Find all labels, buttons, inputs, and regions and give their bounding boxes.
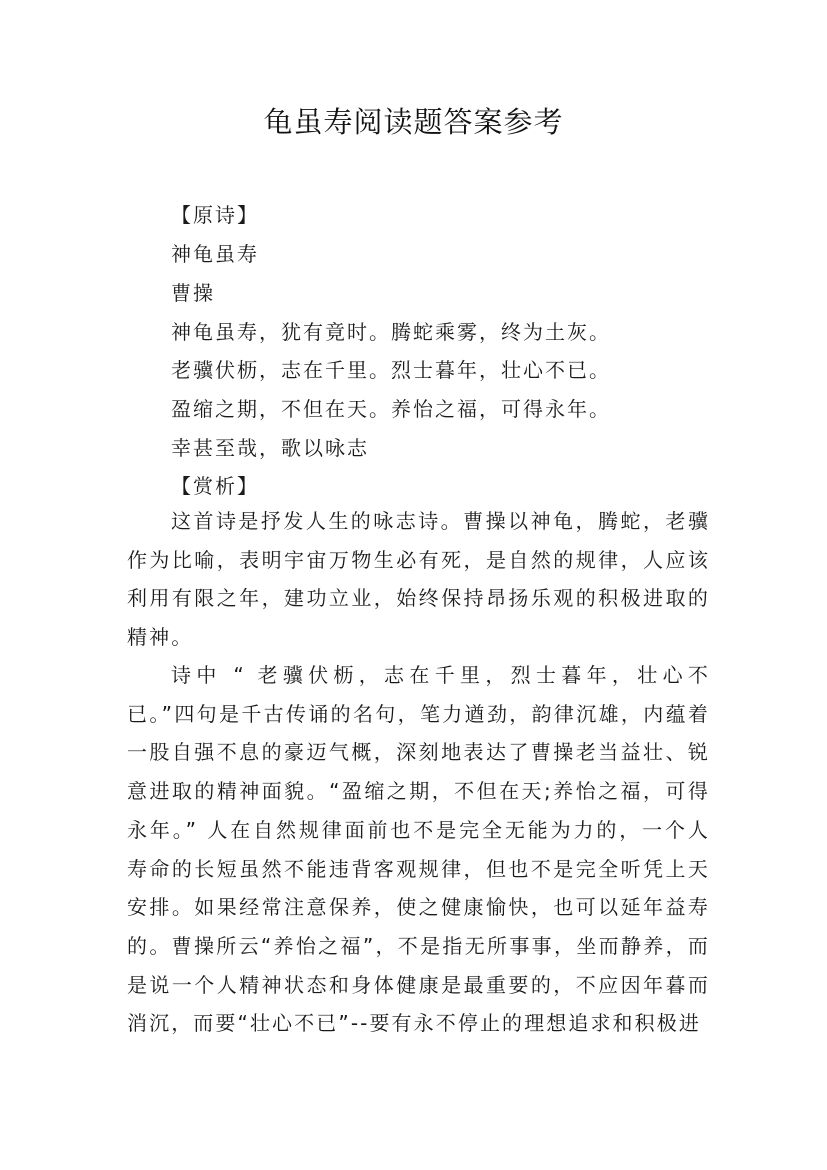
poem-author: 曹操	[171, 281, 215, 305]
analysis-paragraph: 这首诗是抒发人生的咏志诗。曹操以神龟，腾蛇，老骥作为比喻，表明宇宙万物生必有死，是自然的规律，人应该利用有限之年，建功立业，始终保持昂扬乐观的积极进取的精神。	[127, 509, 710, 650]
poem-line: 神龟虽寿，犹有竟时。腾蛇乘雾，终为土灰。	[171, 320, 611, 344]
analysis-paragraph: 诗中 “ 老骥伏枥，志在千里，烈士暮年，壮心不已。”四句是千古传诵的名句，笔力遒劲，韵律沉雄，内蕴着一股自强不息的豪迈气概，深刻地表达了曹操老当益壮、锐意进取的精神面貌。“盈缩之期，不但在天;养怡之福，可得永年。” 人在自然规律面前也不是完全无能为力的，一个人寿命的长短虽然不能违背客观规律，但也不是完全听凭上天安排。如果经常注意保养，使之健康愉快，也可以延年益寿的。曹操所云“养怡之福”，不是指无所事事，坐而静养，而是说一个人精神状态和身体健康是最重要的，不应因年暮而消沉，而要“壮心不已”--要有永不停止的理想追求和积极进	[127, 663, 710, 1036]
page-title: 龟虽寿阅读题答案参考	[263, 105, 564, 139]
poem-line: 幸甚至哉，歌以咏志	[171, 436, 369, 460]
poem-title: 神龟虽寿	[171, 242, 259, 266]
analysis-heading: 【赏析】	[171, 474, 259, 498]
original-poem-heading: 【原诗】	[171, 203, 259, 227]
poem-line: 老骥伏枥，志在千里。烈士暮年，壮心不已。	[171, 358, 611, 382]
poem-line: 盈缩之期，不但在天。养怡之福，可得永年。	[171, 397, 611, 421]
